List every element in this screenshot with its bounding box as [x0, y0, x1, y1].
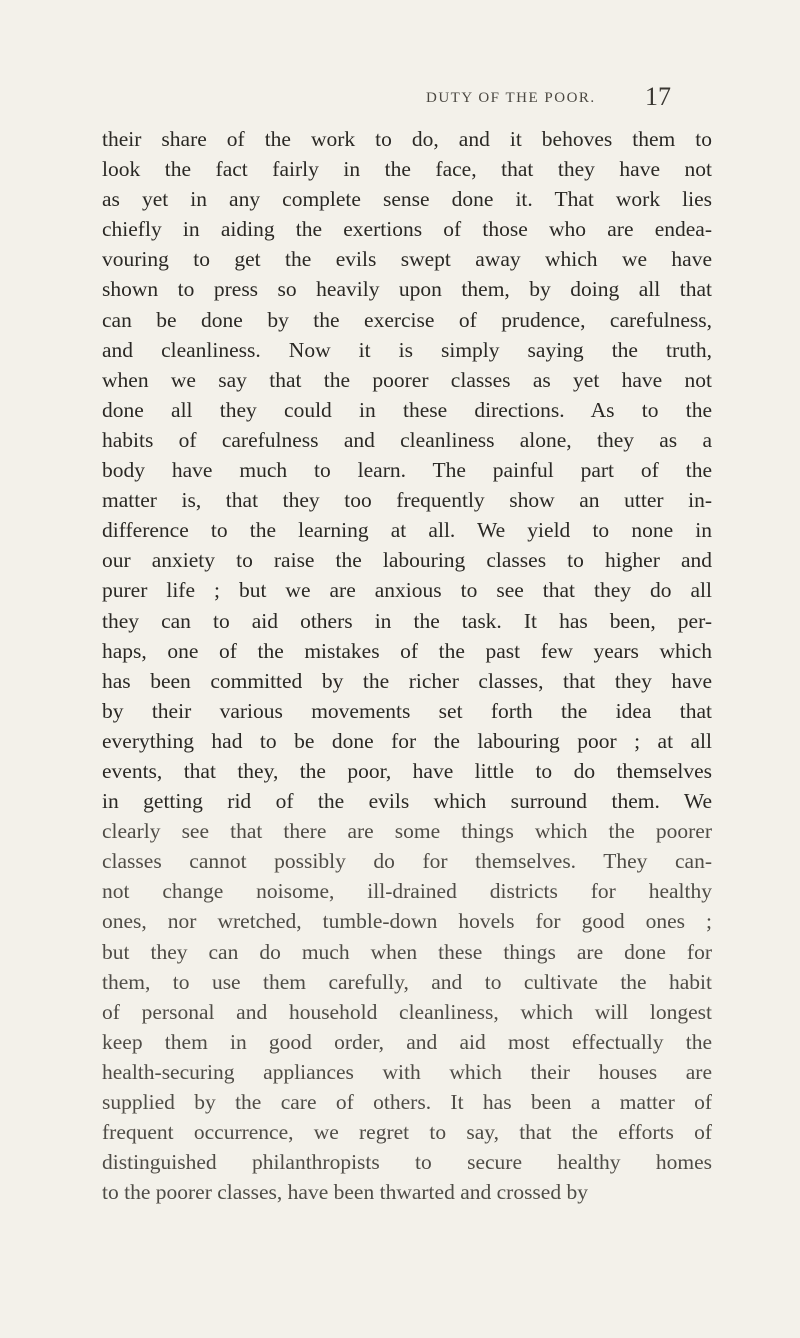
text-line: matter is, that they too frequently show an utter in-: [102, 488, 712, 513]
text-line: look the fact fairly in the face, that they have not: [102, 157, 712, 182]
text-line: events, that they, the poor, have little to do themselves: [102, 758, 712, 783]
text-line: in getting rid of the evils which surround them. We: [102, 789, 712, 814]
text-line: they can to aid others in the task. It has been, per-: [102, 608, 712, 633]
text-line: keep them in good order, and aid most effectually the: [102, 1029, 712, 1054]
running-head: DUTY OF THE POOR.: [426, 90, 596, 106]
text-line: vouring to get the evils swept away which we have: [102, 247, 712, 272]
text-line: habits of carefulness and cleanliness alone, they as a: [102, 427, 712, 452]
text-line: frequent occurrence, we regret to say, that the efforts of: [102, 1120, 712, 1145]
text-line: difference to the learning at all. We yield to none in: [102, 518, 712, 543]
text-line: has been committed by the richer classes, that they have: [102, 668, 712, 693]
text-line: not change noisome, ill-drained districts for healthy: [102, 879, 712, 904]
text-line: done all they could in these directions. As to the: [102, 397, 712, 422]
text-line: haps, one of the mistakes of the past few years which: [102, 638, 712, 663]
text-line: when we say that the poorer classes as yet have not: [102, 367, 712, 392]
text-line: them, to use them carefully, and to cultivate the habit: [102, 969, 712, 994]
text-line: to the poorer classes, have been thwarted and crossed by: [102, 1180, 588, 1205]
text-line: distinguished philanthropists to secure healthy homes: [102, 1150, 712, 1175]
text-line: purer life ; but we are anxious to see that they do all: [102, 578, 712, 603]
text-line: by their various movements set forth the idea that: [102, 698, 712, 723]
text-line: shown to press so heavily upon them, by doing all that: [102, 277, 712, 302]
text-line: can be done by the exercise of prudence, carefulness,: [102, 307, 712, 332]
text-line: as yet in any complete sense done it. That work lies: [102, 187, 712, 212]
page-number: 17: [645, 82, 671, 111]
text-line: our anxiety to raise the labouring classes to higher and: [102, 548, 712, 573]
text-line: but they can do much when these things are done for: [102, 939, 712, 964]
text-line: everything had to be done for the labouring poor ; at all: [102, 728, 712, 753]
text-line: and cleanliness. Now it is simply saying the truth,: [102, 337, 712, 362]
text-line: ones, nor wretched, tumble-down hovels for good ones ;: [102, 909, 712, 934]
text-line: body have much to learn. The painful part of the: [102, 458, 712, 483]
page-header: [0, 82, 800, 122]
text-line: their share of the work to do, and it behoves them to: [102, 127, 712, 151]
text-line: classes cannot possibly do for themselves. They can-: [102, 849, 712, 874]
body-text: [102, 124, 712, 1207]
text-line: health-securing appliances with which their houses are: [102, 1059, 712, 1084]
text-line: clearly see that there are some things which the poorer: [102, 819, 712, 844]
text-line: supplied by the care of others. It has been a matter of: [102, 1090, 712, 1114]
text-line: chiefly in aiding the exertions of those who are endea-: [102, 217, 712, 242]
text-line: of personal and household cleanliness, which will longest: [102, 999, 712, 1024]
